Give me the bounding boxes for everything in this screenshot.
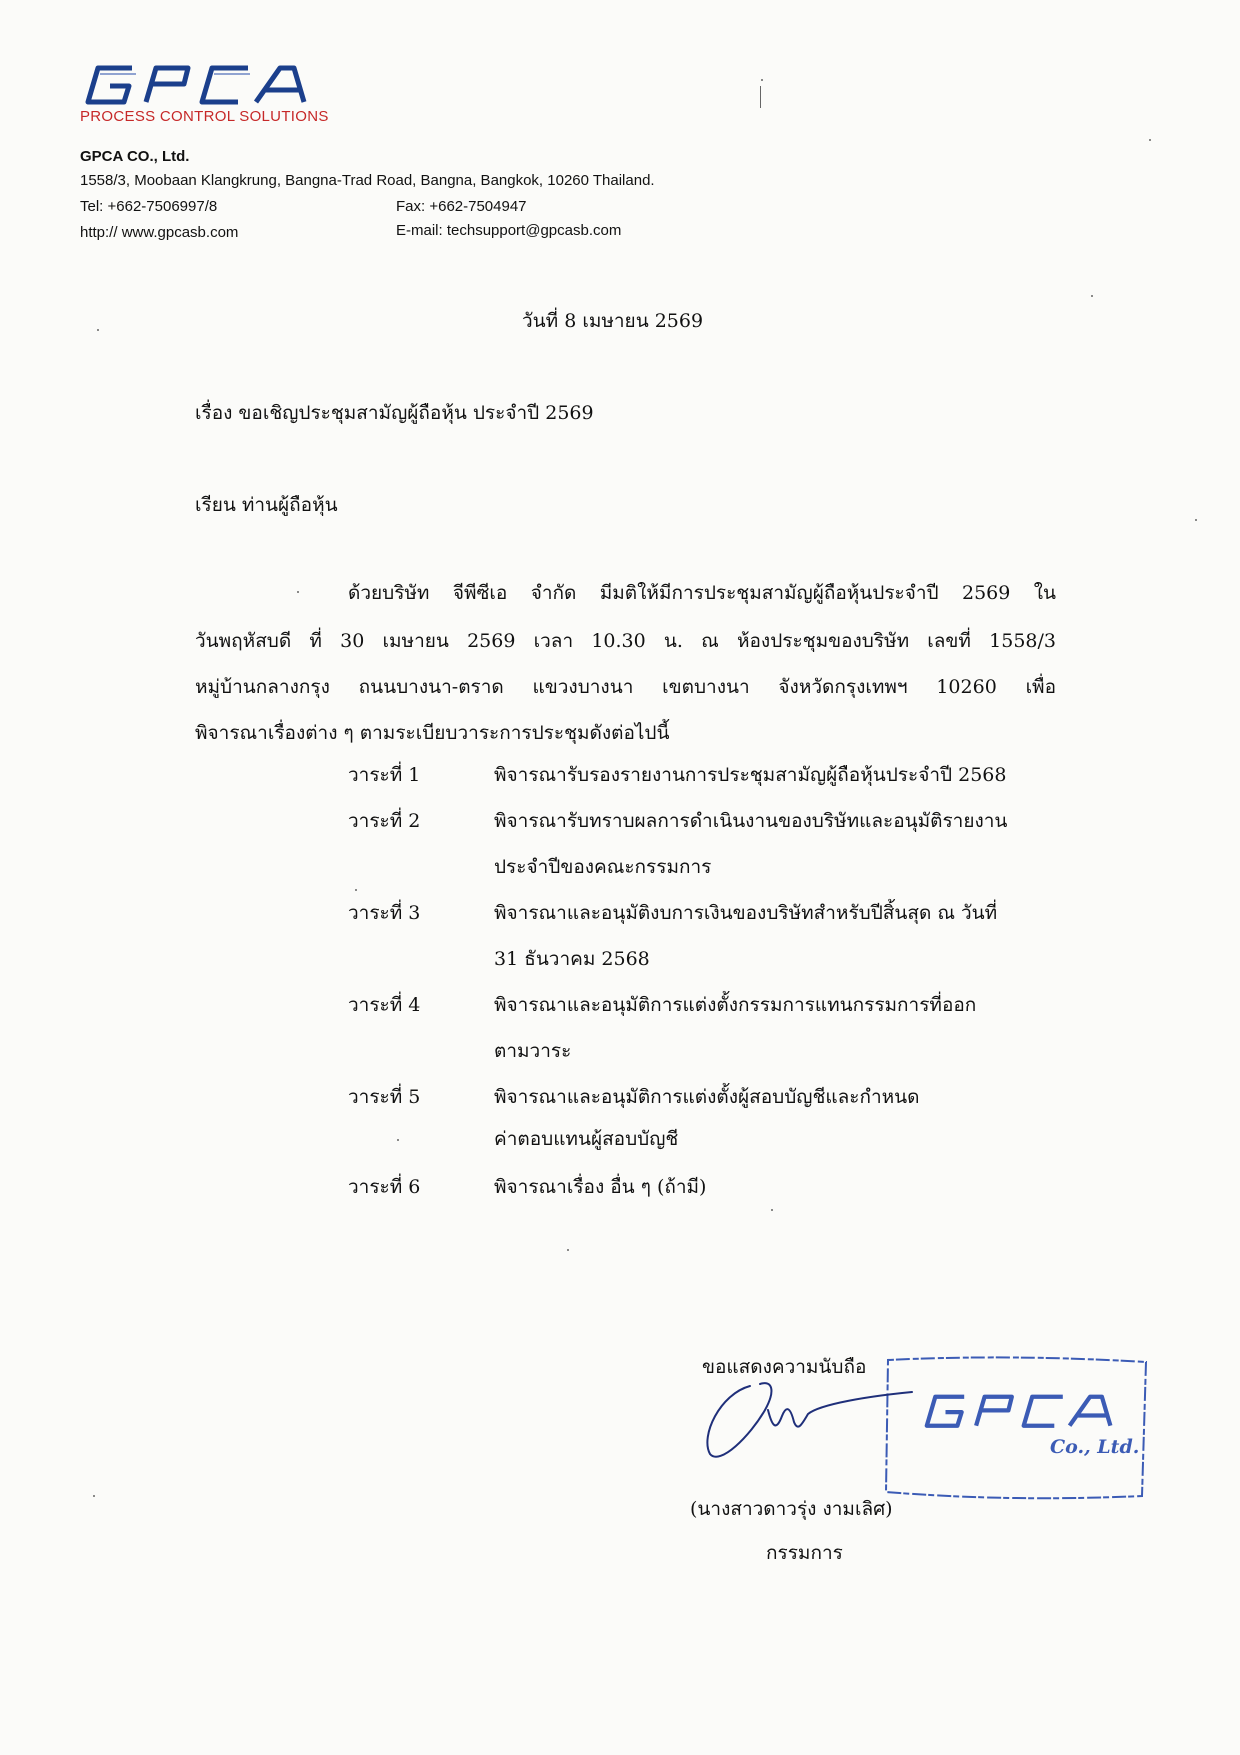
body-line-3: หมู่บ้านกลางกรุง ถนนบางนา-ตราด แขวงบางนา เขตบางนา จังหวัดกรุงเทพฯ 10260 เพื่อ	[195, 676, 1056, 698]
company-email: E-mail: techsupport@gpcasb.com	[396, 222, 622, 239]
agenda-item-6-label: วาระที่ 6	[348, 1176, 421, 1198]
agenda-item-6-text: พิจารณาเรื่อง อื่น ๆ (ถ้ามี)	[494, 1176, 707, 1198]
letter-date: วันที่ 8 เมษายน 2569	[522, 310, 704, 332]
body-line-2: วันพฤหัสบดี ที่ 30 เมษายน 2569 เวลา 10.30 น. ณ ห้องประชุมของบริษัท เลขที่ 1558/3	[195, 630, 1056, 652]
letter-salutation: เรียน ท่านผู้ถือหุ้น	[195, 494, 338, 516]
company-address: 1558/3, Moobaan Klangkrung, Bangna-Trad Road, Bangna, Bangkok, 10260 Thailand.	[80, 172, 655, 189]
body-line-4: พิจารณาเรื่องต่าง ๆ ตามระเบียบวาระการประชุมดังต่อไปนี้	[195, 722, 670, 744]
agenda-item-3-label: วาระที่ 3	[348, 902, 421, 924]
agenda-item-3-text-cont: 31 ธันวาคม 2568	[494, 948, 650, 970]
agenda-item-5-label: วาระที่ 5	[348, 1086, 421, 1108]
agenda-item-2-text-cont: ประจำปีของคณะกรรมการ	[494, 856, 712, 878]
signatory-name: (นางสาวดาวรุ่ง งามเลิศ)	[690, 1498, 893, 1520]
company-website: http:// www.gpcasb.com	[80, 224, 239, 241]
agenda-item-4-label: วาระที่ 4	[348, 994, 421, 1016]
body-line-1: ด้วยบริษัท จีพีซีเอ จำกัด มีมติให้มีการประชุมสามัญผู้ถือหุ้นประจำปี 2569 ใน	[348, 582, 1056, 604]
company-tel: Tel: +662-7506997/8	[80, 198, 218, 215]
agenda-item-3-text: พิจารณาและอนุมัติงบการเงินของบริษัทสำหรับปีสิ้นสุด ณ วันที่	[494, 902, 998, 924]
company-fax: Fax: +662-7504947	[396, 198, 527, 215]
agenda-item-5-text-cont: ค่าตอบแทนผู้สอบบัญชี	[494, 1128, 679, 1150]
letter-subject: เรื่อง ขอเชิญประชุมสามัญผู้ถือหุ้น ประจำปี 2569	[195, 402, 594, 424]
stamp-subtext: Co., Ltd.	[1050, 1436, 1140, 1458]
agenda-item-5-text: พิจารณาและอนุมัติการแต่งตั้งผู้สอบบัญชีและกำหนด	[494, 1086, 920, 1108]
agenda-item-1-label: วาระที่ 1	[348, 764, 421, 786]
closing-regards: ขอแสดงความนับถือ	[702, 1356, 867, 1378]
company-name: GPCA CO., Ltd.	[80, 148, 190, 165]
agenda-item-2-label: วาระที่ 2	[348, 810, 421, 832]
agenda-item-1-text: พิจารณารับรองรายงานการประชุมสามัญผู้ถือหุ้นประจำปี 2568	[494, 764, 1007, 786]
agenda-item-4-text-cont: ตามวาระ	[494, 1040, 572, 1062]
signatory-position: กรรมการ	[766, 1542, 843, 1564]
agenda-item-2-text: พิจารณารับทราบผลการดำเนินงานของบริษัทและอนุมัติรายงาน	[494, 810, 1008, 832]
company-tagline: PROCESS CONTROL SOLUTIONS	[80, 108, 329, 125]
agenda-item-4-text: พิจารณาและอนุมัติการแต่งตั้งกรรมการแทนกรรมการที่ออก	[494, 994, 977, 1016]
